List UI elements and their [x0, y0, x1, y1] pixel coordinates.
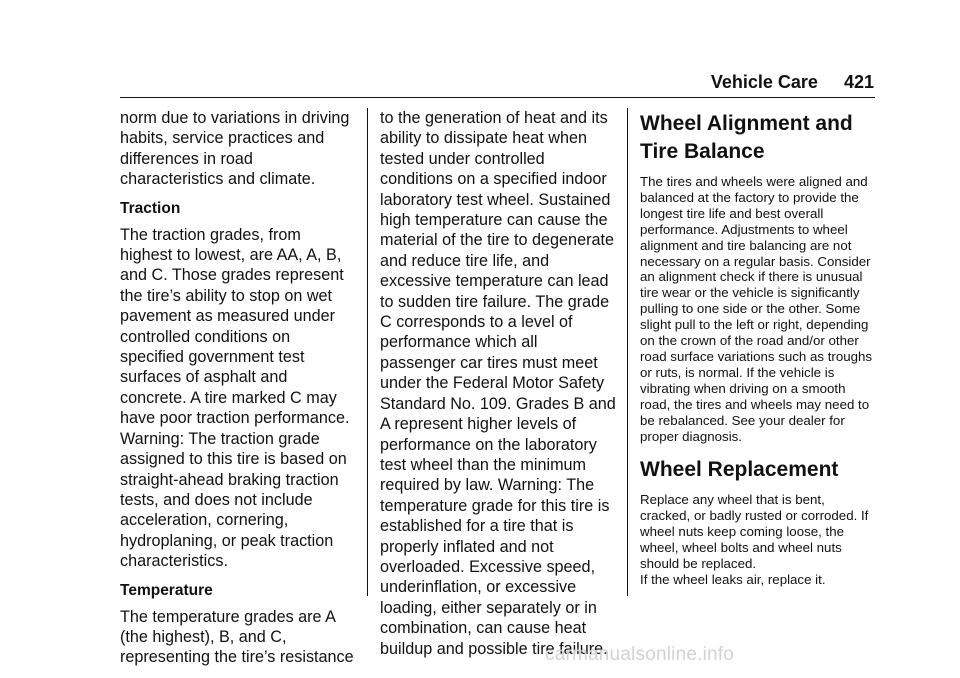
intro-paragraph: norm due to variations in driving habits, service practices and differences in road characteristics and climate. — [120, 109, 350, 189]
traction-heading: Traction — [120, 199, 181, 217]
watermark-text: carmanualsonline.info — [545, 644, 735, 665]
page-header — [711, 72, 874, 96]
column-2 — [380, 108, 616, 659]
column-3 — [640, 108, 876, 588]
column-divider-2 — [627, 108, 628, 596]
page-number: 421 — [843, 72, 874, 92]
wheel-alignment-paragraph: The tires and wheels were aligned and balanced at the factory to provide the longest tire life and best overall performance. Adjustments to wheel alignment and tire balancing are not necessary on a regular basis. Consider an alignment check if there is unusual tire wear or the vehicle is significantly pulling to one side or the other. Some slight pull to the left or right, depending on the crown of the road and/or other road surface variations such as troughs or ruts, is normal. If the vehicle is vibrating when driving on a smooth road, the tires and wheels may need to be rebalanced. See your dealer for proper diagnosis. — [640, 174, 873, 444]
wheel-leak-paragraph: If the wheel leaks air, replace it. — [640, 571, 826, 587]
wheel-alignment-heading: Wheel Alignment and Tire Balance — [640, 112, 853, 163]
temperature-paragraph: The temperature grades are A (the highest), B, and C, representing the tire’s resistance — [120, 607, 354, 667]
traction-paragraph: The traction grades, from highest to lowest, are AA, A, B, and C. Those grades represent the tire’s ability to stop on wet pavement as measured under controlled conditions on specified government test surfaces of asphalt and concrete. A tire marked C may have poor traction performance. Warning: The traction grade assigned to this tire is based on straight-ahead braking traction tests, and does not include acceleration, cornering, hydroplaning, or peak traction characteristics. — [120, 225, 350, 571]
wheel-replacement-heading: Wheel Replacement — [640, 458, 839, 482]
temperature-continued-paragraph: to the generation of heat and its ability to dissipate heat when tested under controlled conditions on a specified indoor laboratory test wheel. Sustained high temperature can cause the material of the tire to degenerate and reduce tire life, and excessive temperature can lead to sudden tire failure. The grade C corresponds to a level of performance which all passenger car tires must meet under the Federal Motor Safety Standard No. 109. Grades B and A represent higher levels of performance on the laboratory test wheel than the minimum required by law. Warning: The temperature grade for this tire is established for a tire that is properly inflated and not overloaded. Excessive speed, underinflation, or excessive loading, either separately or in combination, can cause heat buildup and possible tire failure. — [380, 109, 616, 658]
temperature-heading: Temperature — [120, 581, 213, 599]
header-rule — [120, 97, 875, 98]
column-1 — [120, 108, 356, 668]
column-divider-1 — [367, 108, 368, 596]
wheel-replacement-paragraph: Replace any wheel that is bent, cracked, or badly rusted or corroded. If wheel nuts keep coming loose, the wheel, wheel bolts and wheel nuts should be replaced. — [640, 492, 869, 572]
section-title: Vehicle Care — [710, 72, 818, 92]
